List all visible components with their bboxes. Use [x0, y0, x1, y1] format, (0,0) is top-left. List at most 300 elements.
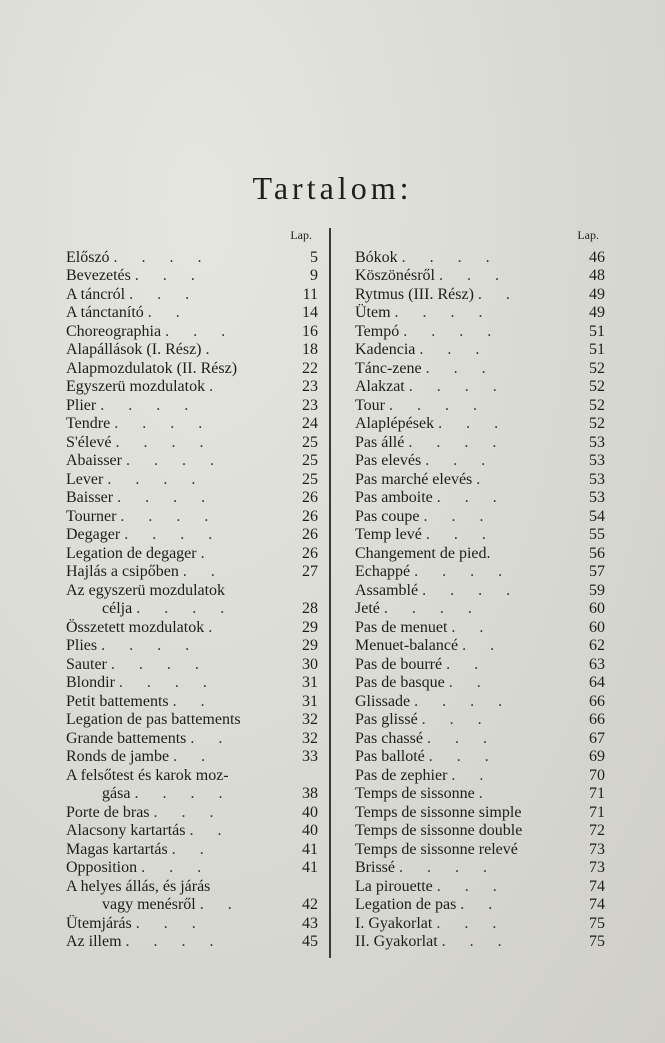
toc-entry-page: 70 [589, 766, 605, 784]
toc-entry [355, 507, 605, 526]
toc-entry [66, 877, 318, 896]
toc-entry-page: 28 [302, 600, 318, 617]
toc-entry [355, 563, 605, 582]
page-column-header: Lap. [290, 228, 312, 242]
toc-entry [355, 267, 605, 286]
page-column-header-right: Lap. [577, 228, 599, 242]
toc-entry-leader: . . . . [107, 470, 206, 488]
toc-entry-label: Abaisser [66, 452, 122, 469]
toc-entry-leader: . . . [423, 507, 494, 525]
toc-entry-page: 33 [302, 748, 318, 765]
toc-entry [355, 859, 605, 878]
toc-entry-label: S'élevé [66, 433, 112, 451]
toc-entry-label: Pas de zephier [355, 766, 448, 784]
toc-entry-leader: . [208, 618, 223, 636]
toc-entry-leader: . . . [436, 877, 507, 895]
toc-entry [355, 766, 605, 785]
toc-entry-leader: . . . . [383, 600, 482, 617]
toc-entry-page: 63 [589, 655, 605, 673]
toc-entry-leader: . [200, 544, 215, 562]
toc-entry-label: Pas de basque [355, 674, 445, 691]
toc-entry [66, 359, 318, 378]
toc-entry-label: Pas chassé [355, 729, 423, 747]
toc-entry-page: 29 [302, 637, 318, 654]
toc-entry-page: 25 [302, 433, 318, 451]
toc-entry [355, 341, 605, 360]
toc-entry-label: Pas de bourré [355, 655, 443, 673]
toc-entry [66, 840, 318, 859]
toc-entry-leader: . . [477, 285, 520, 303]
toc-entry-leader: . . . [165, 322, 236, 340]
toc-entry [66, 563, 318, 582]
column-divider [329, 228, 331, 958]
toc-entry [355, 840, 605, 859]
toc-entry [355, 785, 605, 804]
toc-entry-leader: . . . . [113, 248, 212, 266]
toc-entry-label: Bevezetés [66, 267, 131, 284]
toc-entry-page: 60 [589, 600, 605, 617]
toc-entry [66, 896, 318, 915]
toc-entry [355, 692, 605, 711]
toc-entry-label: Ronds de jambe [66, 748, 170, 765]
toc-entry-page: 52 [589, 359, 605, 377]
toc-entry-label: Choreographia [66, 322, 162, 340]
toc-entry [66, 729, 318, 748]
toc-entry [66, 526, 318, 545]
toc-entry [66, 341, 318, 360]
toc-entry [66, 637, 318, 656]
toc-entry-leader: . . [190, 729, 233, 747]
toc-entry-label: Temps de sissonne relevé [355, 840, 518, 858]
toc-entry-leader: . . . . [401, 248, 500, 266]
toc-entry-label: Degager [66, 526, 121, 543]
toc-entry-label: Petit battements [66, 692, 169, 710]
toc-entry-label: gása [102, 785, 131, 802]
toc-entry-page: 27 [302, 563, 318, 580]
toc-entry-leader: . . . . [125, 452, 224, 469]
toc-entry-label: A táncról [66, 285, 126, 303]
toc-entry-leader: . . . [134, 267, 205, 284]
toc-entry-label: Plier [66, 396, 97, 414]
toc-entry [355, 655, 605, 674]
toc-left-column [66, 228, 318, 951]
toc-entry [355, 396, 605, 415]
toc-entry-label: Echappé [355, 563, 411, 580]
toc-entry-label: Egyszerü mozdulatok [66, 378, 206, 395]
toc-entry-label: Tourner [66, 507, 117, 525]
toc-entry [66, 285, 318, 304]
toc-entry [66, 248, 318, 267]
toc-entry-page: 26 [302, 544, 318, 562]
toc-entry-leader: . . . [425, 452, 496, 469]
toc-entry-page: 64 [589, 674, 605, 691]
toc-entry-leader: . . . [425, 359, 496, 377]
toc-entry [66, 322, 318, 341]
toc-entry-label: Porte de bras [66, 803, 150, 821]
toc-entry-page: 54 [589, 507, 605, 525]
toc-entry-label: Pas elevés [355, 452, 422, 469]
toc-entry-label: Alakzat [355, 378, 405, 395]
toc-entry [355, 933, 605, 952]
toc-entry [66, 396, 318, 415]
toc-entry [355, 618, 605, 637]
toc-entry [66, 544, 318, 563]
toc-entry [355, 674, 605, 693]
toc-entry [355, 637, 605, 656]
toc-entry-label: Sauter [66, 655, 107, 673]
toc-entry-label: Tour [355, 396, 385, 414]
toc-entry-label: Alapmozdulatok (II. Rész) [66, 359, 238, 377]
toc-entry [355, 322, 605, 341]
toc-entry [355, 526, 605, 545]
toc-entry [66, 711, 318, 730]
toc-entry [355, 415, 605, 434]
toc-entry [66, 581, 318, 600]
toc-entry-page: 11 [302, 285, 318, 303]
toc-entry-leader: . . . [141, 859, 212, 876]
toc-entry [66, 822, 318, 841]
toc-entry-page: 52 [589, 396, 605, 414]
toc-entry-leader: . . . . [388, 396, 487, 414]
toc-left-list [66, 248, 318, 951]
toc-entry-leader: . [478, 785, 493, 802]
toc-entry [355, 359, 605, 378]
toc-entry-leader: . . . . [101, 637, 200, 654]
toc-entry-label: Plies [66, 637, 98, 654]
toc-entry [66, 914, 318, 933]
toc-entry [66, 507, 318, 526]
toc-entry-label: Bókok [355, 248, 398, 266]
toc-entry [355, 748, 605, 767]
toc-entry-page: 75 [589, 914, 605, 932]
toc-entry-page: 75 [589, 933, 605, 950]
toc-entry [355, 285, 605, 304]
toc-entry-leader: . . . [436, 489, 507, 506]
toc-entry [355, 822, 605, 841]
toc-entry-label: Tendre [66, 415, 111, 432]
toc-entry-leader: . . . . [117, 489, 216, 506]
toc-entry [355, 378, 605, 397]
toc-entry-page: 60 [589, 618, 605, 636]
toc-entry-leader: . . . [438, 267, 509, 284]
toc-entry-page: 53 [589, 452, 605, 469]
toc-entry [355, 600, 605, 619]
toc-entry-leader: . . [189, 822, 232, 839]
toc-entry-label: A tánctanító [66, 304, 144, 321]
toc-entry-leader: . . . [421, 711, 492, 728]
toc-entry-label: A helyes állás, és járás [66, 877, 211, 895]
toc-entry-leader: . . . . [114, 415, 213, 432]
toc-entry-page: 53 [589, 470, 605, 488]
toc-entry-leader: . . [172, 692, 215, 710]
toc-entry-page: 29 [302, 618, 318, 636]
toc-entry-leader: . . . [129, 285, 200, 303]
toc-entry [66, 378, 318, 397]
toc-entry-label: Ütem [355, 304, 391, 321]
toc-entry-leader: . . [462, 637, 505, 654]
toc-entry-leader: . . . . [414, 692, 513, 710]
toc-entry-page: 48 [589, 267, 605, 284]
toc-entry-leader: . [476, 470, 491, 488]
toc-entry-leader: . . . [153, 803, 224, 821]
toc-entry-page: 71 [589, 785, 605, 802]
toc-entry-page: 62 [589, 637, 605, 654]
toc-entry-page: 9 [310, 267, 318, 284]
toc-entry-page: 41 [302, 859, 318, 876]
toc-entry-leader: . . . . [120, 507, 219, 525]
toc-entry-label: Előszó [66, 248, 110, 266]
toc-entry-label: Menuet-balancé [355, 637, 459, 654]
toc-entry-page: 23 [302, 396, 318, 414]
toc-entry-leader: . . [451, 618, 494, 636]
toc-entry-label: Alaplépések [355, 415, 435, 432]
toc-entry-label: Glissade [355, 692, 411, 710]
toc-entry [355, 433, 605, 452]
toc-entry-page: 59 [589, 581, 605, 599]
toc-entry-leader: . . . [425, 526, 496, 543]
toc-entry-leader: . [205, 341, 220, 358]
toc-entry-label: Ütemjárás [66, 914, 132, 932]
toc-entry-label: Pas állé [355, 433, 405, 451]
toc-entry-label: II. Gyakorlat [355, 933, 438, 950]
toc-entry-label: Blondir [66, 674, 115, 691]
toc-entry-leader: . . . . [414, 563, 513, 580]
toc-entry-leader: . [209, 378, 224, 395]
toc-entry-page: 45 [302, 933, 318, 950]
toc-entry [66, 415, 318, 434]
toc-entry-label: Magas kartartás [66, 840, 168, 858]
toc-entry-page: 31 [302, 674, 318, 691]
toc-entry [66, 267, 318, 286]
toc-entry-leader: . . . . [408, 378, 507, 395]
toc-entry-page: 56 [589, 544, 605, 562]
toc-entry-page: 57 [589, 563, 605, 580]
toc-entry-page: 41 [302, 840, 318, 858]
toc-entry-page: 46 [589, 248, 605, 266]
toc-entry-page: 32 [302, 711, 318, 728]
toc-entry-label: Legation de degager [66, 544, 197, 562]
toc-entry-label: célja [102, 600, 133, 617]
toc-entry-leader: . . . [436, 914, 507, 932]
toc-entry [355, 803, 605, 822]
toc-entry-page: 24 [302, 415, 318, 432]
toc-entry-label: Opposition [66, 859, 138, 876]
toc-entry-page: 43 [302, 914, 318, 932]
toc-entry-label: Pas coupe [355, 507, 420, 525]
toc-entry-label: Temps de sissonne [355, 785, 475, 802]
toc-entry [355, 452, 605, 471]
toc-entry-label: Tempó [355, 322, 400, 340]
toc-entry [66, 304, 318, 323]
toc-entry-leader: . . [448, 674, 491, 691]
toc-entry-label: Legation de pas battements [66, 711, 241, 728]
toc-entry-leader: . . . [135, 914, 206, 932]
toc-entry [355, 544, 605, 563]
toc-entry-label: Grande battements [66, 729, 187, 747]
toc-entry-page: 49 [589, 285, 605, 303]
toc-entry-page: 22 [302, 359, 318, 377]
toc-entry [355, 914, 605, 933]
toc-entry-leader: . . . . [100, 396, 199, 414]
toc-entry-leader: . . . [426, 729, 497, 747]
toc-entry [355, 729, 605, 748]
toc-entry-label: Összetett mozdulatok [66, 618, 205, 636]
toc-entry-leader: . . . . [403, 322, 502, 340]
toc-entry-label: Assamblé [355, 581, 419, 599]
toc-entry [355, 489, 605, 508]
toc-entry-label: Baisser [66, 489, 114, 506]
toc-entry [355, 877, 605, 896]
toc-entry-page: 55 [589, 526, 605, 543]
toc-entry-label: Pas glissé [355, 711, 418, 728]
toc-entry-label: Lever [66, 470, 104, 488]
toc-entry-leader: . . [173, 748, 216, 765]
toc-entry-page: 5 [310, 248, 318, 266]
toc-entry-page: 25 [302, 470, 318, 488]
toc-entry-label: Alacsony kartartás [66, 822, 186, 839]
toc-entry-page: 67 [589, 729, 605, 747]
toc-entry-label: La pirouette [355, 877, 433, 895]
toc-entry-label: Pas balloté [355, 748, 425, 765]
toc-entry [355, 896, 605, 915]
toc-entry-page: 53 [589, 433, 605, 451]
toc-entry-leader: . . . . [125, 933, 224, 950]
toc-entry-label: Az illem [66, 933, 122, 950]
toc-entry [66, 859, 318, 878]
toc-entry [66, 803, 318, 822]
toc-entry-page: 71 [589, 803, 605, 821]
toc-entry-leader: . . . . [118, 674, 217, 691]
toc-entry-page: 42 [302, 896, 318, 913]
toc-entry-page: 32 [302, 729, 318, 747]
toc-entry-page: 14 [302, 304, 318, 321]
toc-entry-label: Pas de menuet [355, 618, 448, 636]
toc-entry-label: Az egyszerü mozdulatok [66, 581, 226, 599]
toc-entry-page: 23 [302, 378, 318, 395]
toc-entry-page: 18 [302, 341, 318, 358]
toc-entry-page: 40 [302, 803, 318, 821]
toc-entry-page: 26 [302, 507, 318, 525]
toc-entry-label: Legation de pas [355, 896, 457, 913]
toc-entry-leader: . . [171, 840, 214, 858]
toc-entry-leader: . . . . [136, 600, 235, 617]
toc-entry-leader: . . . . [115, 433, 214, 451]
toc-entry-leader: . . [182, 563, 225, 580]
toc-entry-page: 73 [589, 859, 605, 876]
toc-entry-leader: . . . [441, 933, 512, 950]
toc-entry [66, 655, 318, 674]
toc-entry-page: 16 [302, 322, 318, 340]
toc-entry-leader: . . . . [134, 785, 233, 802]
toc-entry-leader: . . . [438, 415, 509, 432]
toc-entry [66, 748, 318, 767]
toc-entry [66, 433, 318, 452]
toc-entry-label: Brissé [355, 859, 395, 876]
toc-right-column [355, 228, 605, 951]
toc-entry-page: 52 [589, 415, 605, 432]
toc-entry-page: 51 [589, 322, 605, 340]
toc-entry-page: 38 [302, 785, 318, 802]
toc-entry-label: Jeté [355, 600, 380, 617]
toc-entry [66, 674, 318, 693]
toc-entry [66, 489, 318, 508]
toc-entry-leader: . . . . [394, 304, 493, 321]
toc-entry-leader: . . . . [422, 581, 521, 599]
toc-entry-label: Kadencia [355, 341, 416, 358]
toc-entry [355, 581, 605, 600]
toc-entry-label: Tánc-zene [355, 359, 422, 377]
toc-entry [66, 785, 318, 804]
toc-entry-leader: . . [446, 655, 489, 673]
toc-entry-page: 74 [589, 896, 605, 913]
toc-entry-page: 25 [302, 452, 318, 469]
toc-entry-label: Temps de sissonne double [355, 822, 523, 839]
toc-entry-page: 26 [302, 526, 318, 543]
toc-entry-label: Köszönésről [355, 267, 435, 284]
toc-entry-page: 49 [589, 304, 605, 321]
toc-entry-leader: . . [147, 304, 190, 321]
toc-entry-label: I. Gyakorlat [355, 914, 433, 932]
toc-entry [355, 711, 605, 730]
toc-entry-page: 40 [302, 822, 318, 839]
toc-entry [66, 692, 318, 711]
toc-entry-leader: . . . . [110, 655, 209, 673]
toc-entry-page: 52 [589, 378, 605, 395]
toc-entry-leader: . . . [428, 748, 499, 765]
toc-entry-label: vagy menésről [102, 896, 196, 913]
toc-entry-page: 26 [302, 489, 318, 506]
toc-entry-page: 72 [589, 822, 605, 839]
toc-entry-label: Hajlás a csipőben [66, 563, 179, 580]
toc-entry [355, 304, 605, 323]
toc-right-list [355, 248, 605, 951]
toc-entry-leader: . . [451, 766, 494, 784]
toc-entry-leader: . . [460, 896, 503, 913]
toc-entry [66, 618, 318, 637]
toc-entry [66, 600, 318, 619]
toc-entry-label: Pas marché elevés [355, 470, 473, 488]
toc-entry [66, 452, 318, 471]
toc-entry-label: Temp levé [355, 526, 422, 543]
toc-entry-page: 31 [302, 692, 318, 710]
toc-entry-page: 66 [589, 711, 605, 728]
toc-entry [66, 933, 318, 952]
toc-entry [66, 766, 318, 785]
toc-entry-page: 73 [589, 840, 605, 858]
toc-entry [355, 470, 605, 489]
toc-entry-page: 74 [589, 877, 605, 895]
toc-entry-leader: . . . . [399, 859, 497, 876]
toc-entry-page: 53 [589, 489, 605, 506]
toc-entry-label: Temps de sissonne simple [355, 803, 522, 821]
toc-entry-page: 30 [302, 655, 318, 673]
toc-entry-leader: . . . . [124, 526, 223, 543]
toc-entry-page: 51 [589, 341, 605, 358]
toc-entry [355, 248, 605, 267]
page-title: Tartalom: [252, 170, 413, 206]
toc-entry-page: 69 [589, 748, 605, 765]
toc-entry-label: Rytmus (III. Rész) [355, 285, 474, 303]
toc-entry-page: 66 [589, 692, 605, 710]
toc-entry-leader: . . [199, 896, 242, 913]
toc-entry-leader: . . . [419, 341, 490, 358]
toc-entry-label: A felsőtest és karok moz- [66, 766, 229, 784]
toc-entry-label: Pas amboite [355, 489, 433, 506]
toc-entry-label: Changement de pied. [355, 544, 491, 562]
toc-entry-leader: . . . . [408, 433, 507, 451]
toc-entry [66, 470, 318, 489]
toc-entry-label: Alapállások (I. Rész) [66, 341, 202, 358]
